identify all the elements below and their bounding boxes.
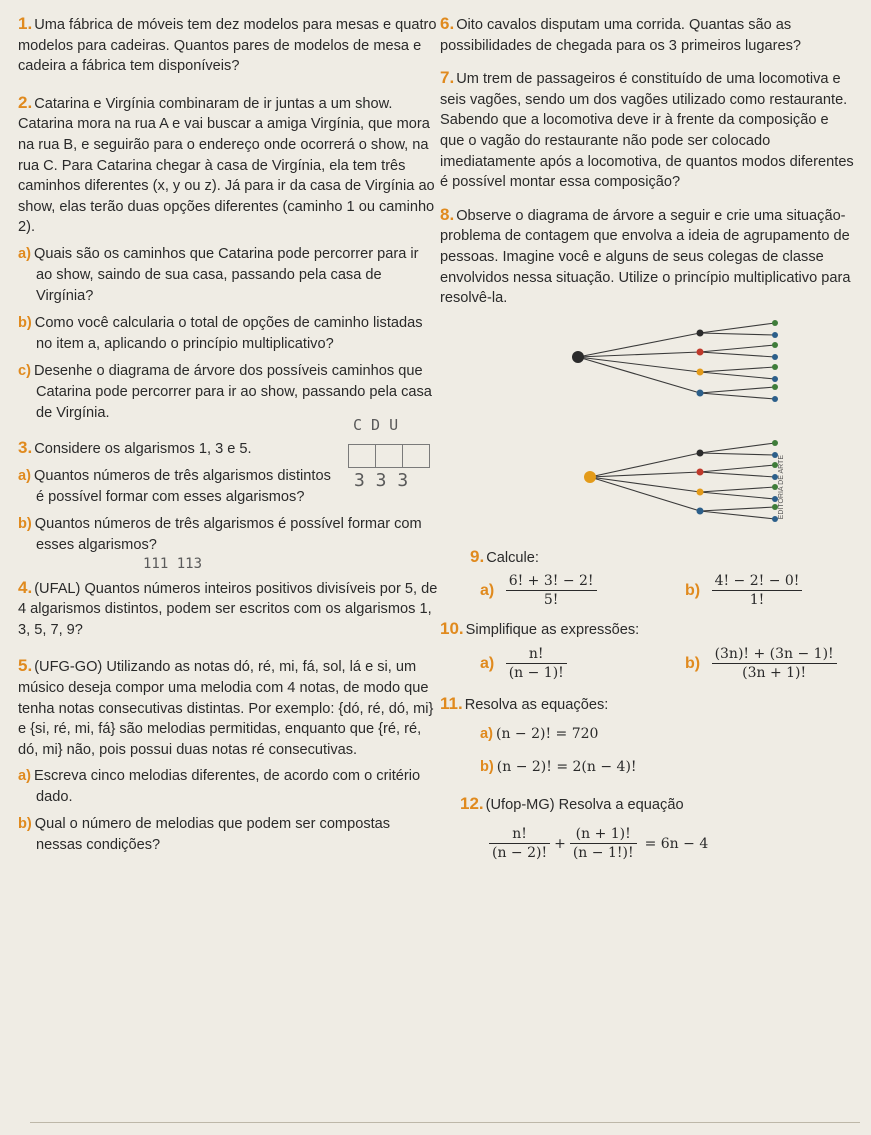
tree-root-node xyxy=(584,471,596,483)
tree-line xyxy=(700,345,775,352)
question-8 xyxy=(440,205,855,309)
question-11b xyxy=(440,757,855,778)
numerator: 4! − 2! − 0! xyxy=(712,572,803,591)
tree-line xyxy=(700,511,775,519)
question-11a xyxy=(440,724,855,745)
denominator: (3n + 1)! xyxy=(742,664,807,681)
question-text: Observe o diagrama de árvore a seguir e crie uma situação-problema de contagem que envolva a ideia de agrupamento de pessoas. Imagine você e alguns de seus colegas de classe envolvidos nessa situação. Utilize o princípio multiplicativo para resolvê-la. xyxy=(440,207,851,307)
equation: (n − 2)! = 720 xyxy=(495,725,599,742)
numerator: (3n)! + (3n − 1)! xyxy=(712,645,837,664)
tree-line xyxy=(700,333,775,335)
tree-node xyxy=(697,507,704,514)
question-text: Catarina e Virgínia combinaram de ir juntas a um show. Catarina mora na rua A e vai buscar a amiga Virgínia, que mora na rua B, e seguirão para o endereço onde ocorrerá o show, na rua C. Para Catarina chegar à casa de Virgínia, ela tem três caminhos diferentes (x, y ou z). Já para ir da casa de Virgínia ao show, elas terão duas opções diferentes (caminho 1 ou caminho 2). xyxy=(18,95,435,236)
item-text: Qual o número de melodias que podem ser compostas nessas condições? xyxy=(34,816,391,854)
question-9b xyxy=(685,572,806,609)
question-4 xyxy=(18,578,438,641)
numerator: 6! + 3! − 2! xyxy=(506,572,597,591)
item-label: a) xyxy=(480,582,495,600)
right-column xyxy=(440,14,855,862)
question-2b xyxy=(18,313,438,355)
tree-line xyxy=(700,323,775,333)
question-number: 7. xyxy=(440,68,455,88)
tree-line xyxy=(590,477,700,511)
tree-line xyxy=(700,465,775,472)
bottom-rule xyxy=(30,1122,860,1123)
tree-leaf xyxy=(772,384,778,390)
item-label: b) xyxy=(685,582,701,600)
item-label: b) xyxy=(18,314,32,331)
tree-line xyxy=(578,357,700,372)
fraction xyxy=(506,572,597,609)
handwritten-333: 3 3 3 xyxy=(354,469,409,491)
question-9a xyxy=(480,572,685,609)
denominator: 1! xyxy=(749,592,765,609)
item-text: Desenhe o diagrama de árvore dos possíveis caminhos que Catarina pode percorrer para ir ao show, passando pela casa de Virgínia. xyxy=(33,362,432,421)
question-number: 12. xyxy=(460,793,484,813)
numerator: (n + 1)! xyxy=(570,825,637,844)
tree-node xyxy=(697,488,704,495)
tree-diagram xyxy=(440,315,855,545)
right-hand-side: = 6n − 4 xyxy=(644,835,709,852)
question-12 xyxy=(440,794,855,816)
item-label: a) xyxy=(18,768,31,785)
tree-node xyxy=(697,449,704,456)
question-2a xyxy=(18,244,438,307)
denominator: (n − 1!)! xyxy=(572,845,634,862)
denominator: (n − 2)! xyxy=(492,845,548,862)
question-2c xyxy=(18,361,438,424)
tree-line xyxy=(700,387,775,393)
question-3b xyxy=(18,514,436,556)
equation: (n − 2)! = 2(n − 4)! xyxy=(496,758,637,775)
tree-lines xyxy=(578,323,775,519)
question-number: 5. xyxy=(18,656,33,676)
question-text: Calcule: xyxy=(486,549,539,566)
tree-line xyxy=(700,472,775,477)
question-12-equation xyxy=(440,825,855,862)
image-credit: EDITORIA DE ARTE xyxy=(778,454,785,520)
tree-leaf xyxy=(772,376,778,382)
tree-node xyxy=(697,389,704,396)
item-label: b) xyxy=(18,816,32,833)
answer-box xyxy=(375,444,402,468)
tree-leaf xyxy=(772,396,778,402)
tree-leaf xyxy=(772,364,778,370)
question-10b xyxy=(685,645,841,682)
tree-leaf xyxy=(772,332,778,338)
question-3-block xyxy=(18,415,438,572)
item-label: a) xyxy=(480,725,493,742)
question-text: Oito cavalos disputam uma corrida. Quantas são as possibilidades de chegada para os 3 primeiros lugares? xyxy=(440,17,802,54)
fraction xyxy=(570,825,637,862)
item-text: Quantos números de três algarismos distintos é possível formar com esses algarismos? xyxy=(33,467,331,505)
question-text: (UFG-GO) Utilizando as notas dó, ré, mi, fá, sol, lá e si, um músico deseja compor uma melodia com 4 notas, de modo que tenha notas consecutivas distintas. Por exemplo: {dó, ré, dó, mi} e {si, ré, mi, fá} são melodias permitidas, enquanto que {ré, ré, dó, mi} não, pois possui duas notas ré consecutivas. xyxy=(18,659,434,758)
item-text: Quantos números de três algarismos é possível formar com esses algarismos? xyxy=(34,515,422,553)
tree-line xyxy=(700,507,775,511)
item-label: a) xyxy=(18,245,31,262)
question-9 xyxy=(440,547,855,569)
question-text: Simplifique as expressões: xyxy=(465,622,640,639)
tree-root-node xyxy=(572,351,584,363)
question-number: 9. xyxy=(470,546,485,566)
question-10 xyxy=(440,619,855,641)
handwritten-111-113: 111 113 xyxy=(143,555,203,572)
tree-line xyxy=(700,393,775,399)
question-number: 8. xyxy=(440,204,455,224)
fraction xyxy=(489,825,550,862)
question-6 xyxy=(440,14,855,56)
question-number: 11. xyxy=(440,693,463,713)
question-7 xyxy=(440,68,855,193)
item-text: Escreva cinco melodias diferentes, de acordo com o critério dado. xyxy=(33,768,421,806)
tree-line xyxy=(700,352,775,357)
tree-line xyxy=(700,372,775,379)
tree-node xyxy=(697,329,704,336)
question-10a xyxy=(480,645,685,682)
question-2 xyxy=(18,93,438,238)
answer-box xyxy=(402,444,430,468)
tree-diagram-svg xyxy=(550,315,871,545)
question-5b xyxy=(18,814,438,856)
question-number: 1. xyxy=(18,14,33,33)
tree-line xyxy=(700,443,775,453)
question-text: Considere os algarismos 1, 3 e 5. xyxy=(34,440,252,457)
item-label: c) xyxy=(18,362,31,379)
fraction xyxy=(712,572,803,609)
tree-line xyxy=(700,492,775,499)
tree-line xyxy=(700,453,775,455)
item-label: b) xyxy=(480,758,494,775)
answer-boxes xyxy=(348,444,430,468)
question-text: Resolva as equações: xyxy=(464,696,609,713)
item-label: b) xyxy=(685,654,701,672)
fraction xyxy=(712,645,837,682)
fraction xyxy=(506,645,567,682)
tree-line xyxy=(590,453,700,477)
question-text: Uma fábrica de móveis tem dez modelos para mesas e quatro modelos para cadeiras. Quantos pares de modelos de mesa e cadeira a fábrica tem disponíveis? xyxy=(18,17,437,75)
question-number: 4. xyxy=(18,577,33,597)
tree-leaf xyxy=(772,354,778,360)
tree-node xyxy=(697,368,704,375)
tree-node xyxy=(697,348,704,355)
question-5a xyxy=(18,766,438,808)
question-text: Um trem de passageiros é constituído de uma locomotiva e seis vagões, sendo um dos vagões utilizado como restaurante. Sabendo que a locomotiva deve ir à frente da composição e que o vagão do restaurante não pode ser colocado imediatamente após a locomotiva, de quantos modos diferentes é possível montar essa composição? xyxy=(440,71,854,191)
question-3 xyxy=(18,438,298,460)
question-1 xyxy=(18,14,438,77)
question-11 xyxy=(440,694,855,716)
handwritten-cdu: C D U xyxy=(353,415,399,434)
tree-line xyxy=(578,333,700,357)
left-column xyxy=(18,14,438,856)
plus-sign: + xyxy=(554,835,566,852)
question-3a xyxy=(18,466,336,508)
question-number: 6. xyxy=(440,14,455,33)
tree-leaf xyxy=(772,320,778,326)
tree-leaf xyxy=(772,440,778,446)
question-10-items xyxy=(440,645,855,682)
tree-leaf xyxy=(772,342,778,348)
denominator: (n − 1)! xyxy=(508,664,564,681)
question-text: (Ufop-MG) Resolva a equação xyxy=(485,796,684,813)
tree-branch-nodes xyxy=(697,329,704,514)
tree-line xyxy=(590,472,700,477)
item-label: b) xyxy=(18,515,32,532)
tree-line xyxy=(578,357,700,393)
numerator: n! xyxy=(489,825,550,844)
tree-line xyxy=(700,367,775,372)
tree-node xyxy=(697,468,704,475)
denominator: 5! xyxy=(543,592,559,609)
item-label: a) xyxy=(18,467,31,484)
question-5 xyxy=(18,656,438,760)
question-number: 10. xyxy=(440,619,464,639)
question-number: 3. xyxy=(18,437,33,457)
item-label: a) xyxy=(480,654,495,672)
tree-line xyxy=(700,487,775,492)
question-number: 2. xyxy=(18,92,33,112)
question-9-items xyxy=(440,572,855,609)
item-text: Quais são os caminhos que Catarina pode percorrer para ir ao show, saindo de sua casa, passando pela casa de Virgínia? xyxy=(33,245,419,304)
question-text: (UFAL) Quantos números inteiros positivos divisíveis por 5, de 4 algarismos distintos, podem ser escritos com os algarismos 1, 3, 5, 7, 9? xyxy=(18,580,438,638)
item-text: Como você calcularia o total de opções de caminho listadas no item a, aplicando o princípio multiplicativo? xyxy=(34,314,423,352)
tree-line xyxy=(590,477,700,492)
answer-box xyxy=(348,444,375,468)
tree-line xyxy=(578,352,700,357)
numerator: n! xyxy=(506,645,567,664)
